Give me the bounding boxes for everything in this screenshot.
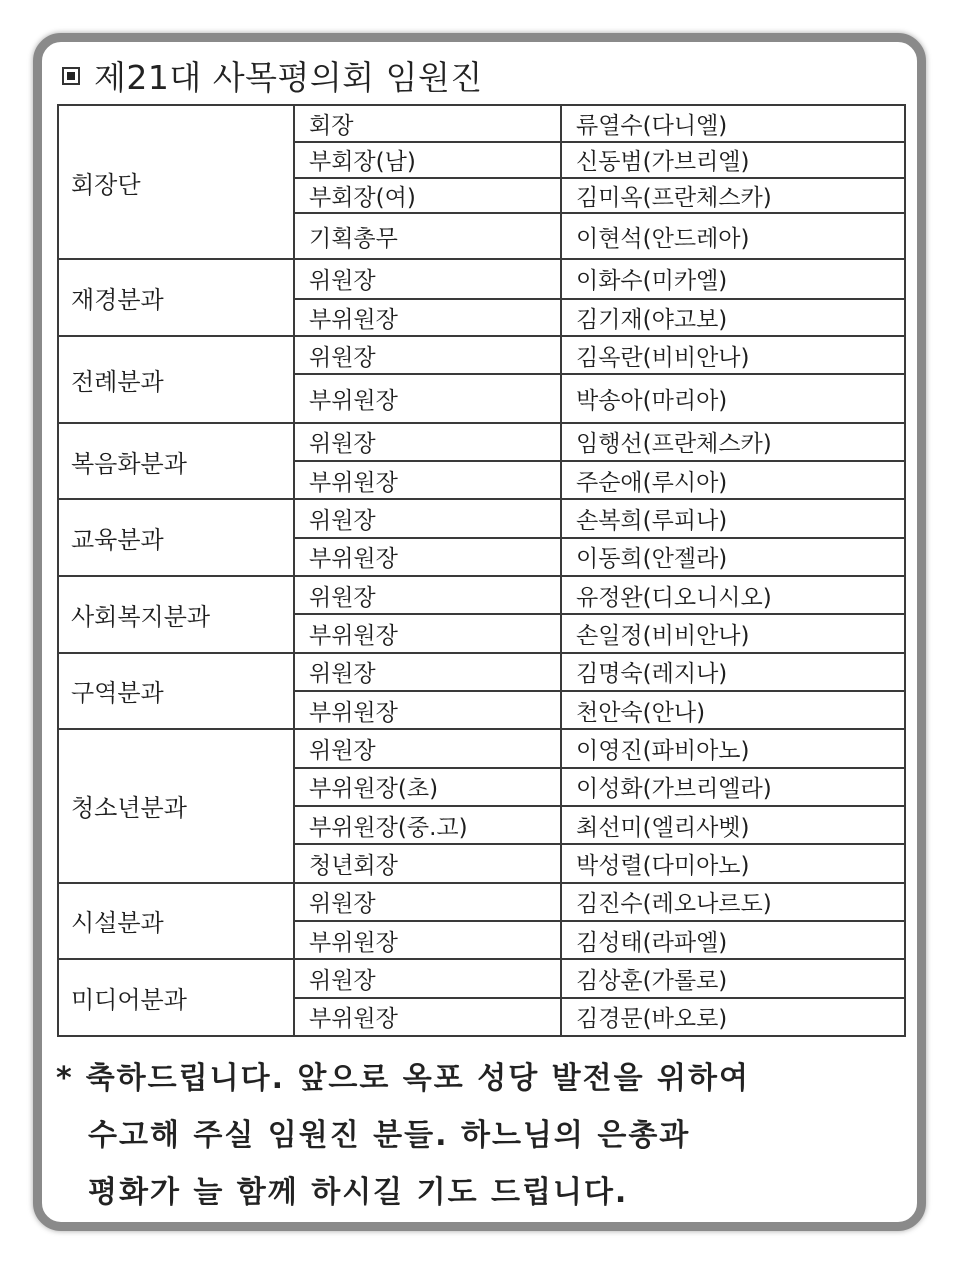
table-row [58, 259, 905, 298]
committee-name-cell: 구역분과 [58, 653, 294, 730]
person-cell: 이화수(미카엘) [561, 259, 905, 298]
committee-name-cell: 회장단 [58, 105, 294, 259]
square-bullet-icon [62, 67, 80, 85]
person-cell: 박성렬(다미아노) [561, 844, 905, 882]
table-row [58, 883, 905, 921]
role-cell: 위원장 [294, 653, 561, 691]
person-cell: 류열수(다니엘) [561, 105, 905, 142]
table-row [58, 423, 905, 461]
role-cell: 부위원장 [294, 374, 561, 422]
person-cell: 임행선(프란체스카) [561, 423, 905, 461]
person-cell: 이동희(안젤라) [561, 538, 905, 576]
congratulation-note [56, 1050, 750, 1221]
role-cell: 기획총무 [294, 213, 561, 259]
person-cell: 손일정(비비안나) [561, 614, 905, 652]
person-cell: 박송아(마리아) [561, 374, 905, 422]
note-line [56, 1050, 750, 1107]
document-title [62, 52, 483, 99]
role-cell: 부위원장 [294, 921, 561, 959]
role-cell: 회장 [294, 105, 561, 142]
role-cell: 위원장 [294, 883, 561, 921]
role-cell: 부회장(여) [294, 178, 561, 213]
document-title-text: 제21대 사목평의회 임원진 [94, 58, 483, 97]
role-cell: 위원장 [294, 959, 561, 997]
role-cell: 위원장 [294, 729, 561, 767]
table-row [58, 336, 905, 374]
officers-table [57, 104, 906, 1037]
note-line: 평화가 늘 함께 하시길 기도 드립니다. [88, 1175, 629, 1210]
table-row [58, 959, 905, 997]
role-cell: 부회장(남) [294, 142, 561, 177]
note-line: 수고해 주실 임원진 분들. 하느님의 은총과 [88, 1118, 691, 1153]
committee-name-cell: 시설분과 [58, 883, 294, 960]
role-cell: 부위원장 [294, 691, 561, 729]
person-cell: 김경문(바오로) [561, 998, 905, 1036]
person-cell: 신동범(가브리엘) [561, 142, 905, 177]
committee-name-cell: 교육분과 [58, 499, 294, 576]
person-cell: 김명숙(레지나) [561, 653, 905, 691]
note-marker: * [56, 1061, 74, 1096]
role-cell: 청년회장 [294, 844, 561, 882]
person-cell: 이영진(파비아노) [561, 729, 905, 767]
officers-table-body [58, 105, 905, 1036]
role-cell: 위원장 [294, 259, 561, 298]
committee-name-cell: 청소년분과 [58, 729, 294, 882]
person-cell: 손복희(루피나) [561, 499, 905, 537]
committee-name-cell: 전례분과 [58, 336, 294, 423]
person-cell: 유정완(디오니시오) [561, 576, 905, 614]
table-row [58, 576, 905, 614]
table-row [58, 499, 905, 537]
committee-name-cell: 사회복지분과 [58, 576, 294, 653]
table-row [58, 653, 905, 691]
note-line-text: 축하드립니다. 앞으로 옥포 성당 발전을 위하여 [85, 1061, 750, 1096]
role-cell: 부위원장 [294, 299, 561, 336]
role-cell: 부위원장(중.고) [294, 806, 561, 844]
person-cell: 주순애(루시아) [561, 461, 905, 499]
table-row [58, 729, 905, 767]
person-cell: 김기재(야고보) [561, 299, 905, 336]
person-cell: 김옥란(비비안나) [561, 336, 905, 374]
role-cell: 부위원장 [294, 461, 561, 499]
role-cell: 부위원장(초) [294, 768, 561, 806]
person-cell: 천안숙(안나) [561, 691, 905, 729]
person-cell: 최선미(엘리사벳) [561, 806, 905, 844]
role-cell: 위원장 [294, 576, 561, 614]
role-cell: 위원장 [294, 336, 561, 374]
committee-name-cell: 재경분과 [58, 259, 294, 336]
committee-name-cell: 미디어분과 [58, 959, 294, 1036]
role-cell: 위원장 [294, 423, 561, 461]
person-cell: 김미옥(프란체스카) [561, 178, 905, 213]
role-cell: 부위원장 [294, 614, 561, 652]
committee-name-cell: 복음화분과 [58, 423, 294, 500]
person-cell: 김성태(라파엘) [561, 921, 905, 959]
person-cell: 이성화(가브리엘라) [561, 768, 905, 806]
person-cell: 김진수(레오나르도) [561, 883, 905, 921]
role-cell: 위원장 [294, 499, 561, 537]
photo-frame [33, 33, 926, 1231]
table-row [58, 105, 905, 142]
role-cell: 부위원장 [294, 538, 561, 576]
person-cell: 이현석(안드레아) [561, 213, 905, 259]
role-cell: 부위원장 [294, 998, 561, 1036]
person-cell: 김상훈(가롤로) [561, 959, 905, 997]
